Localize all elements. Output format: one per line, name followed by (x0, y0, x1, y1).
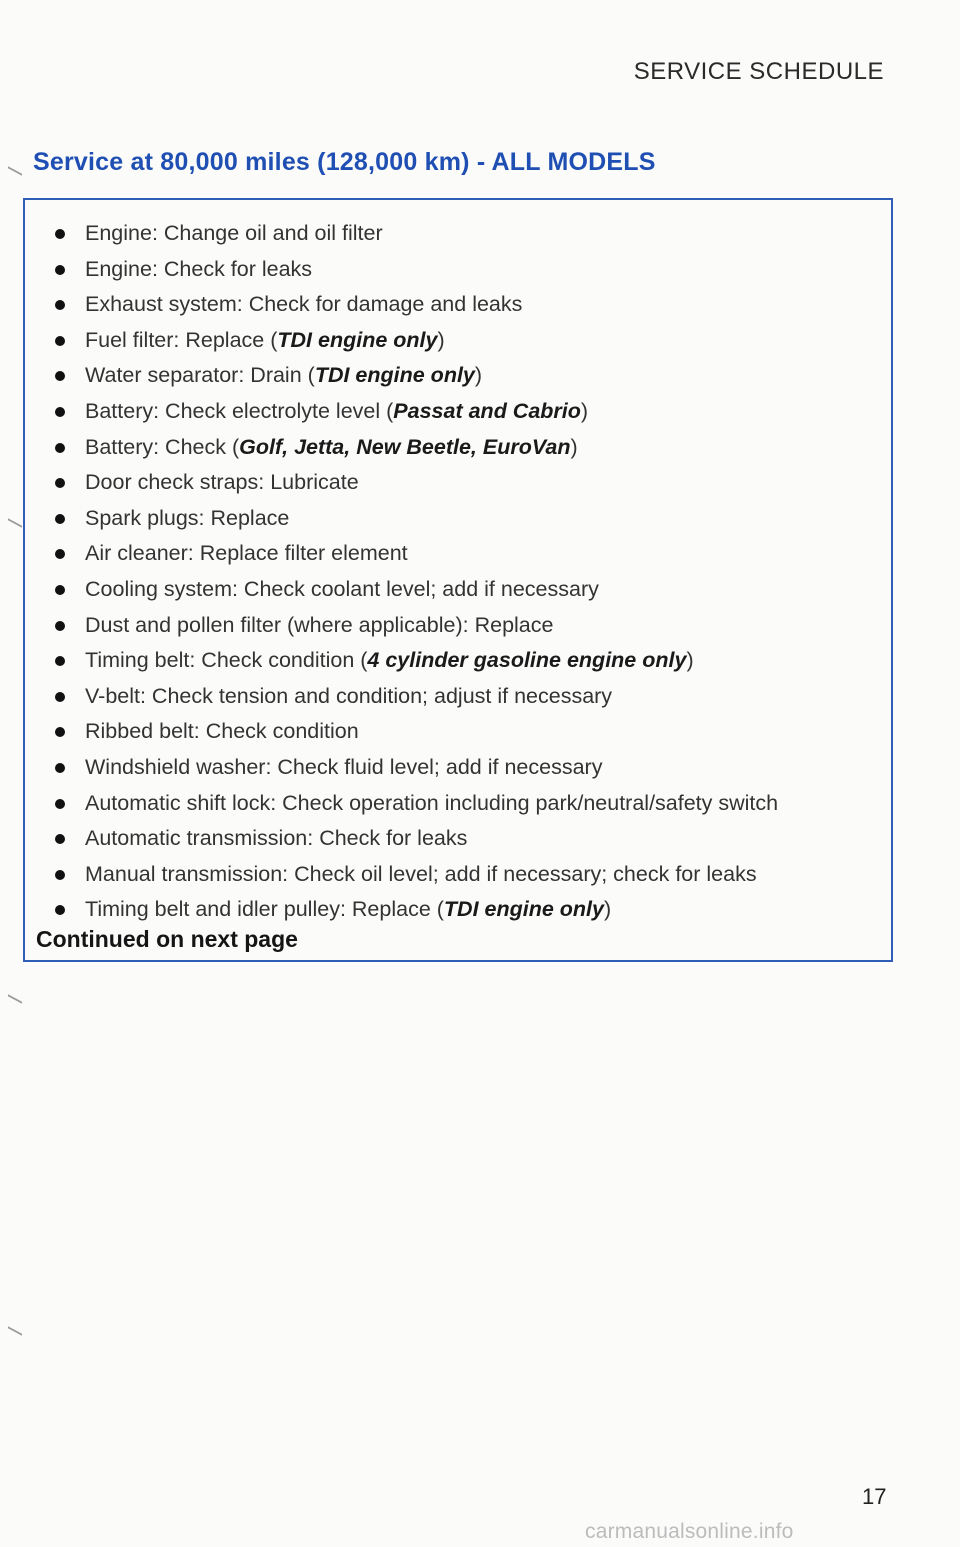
bullet-icon (55, 656, 65, 666)
service-item-text: Timing belt: Check condition ( (85, 648, 368, 673)
closing-paren: ) (580, 398, 589, 423)
bullet-icon (55, 265, 65, 275)
service-item-text: Timing belt and idler pulley: Replace ( (85, 897, 444, 922)
service-item (45, 287, 778, 323)
service-item (45, 821, 778, 857)
service-item-text: Ribbed belt: Check condition (85, 719, 359, 744)
service-item (45, 643, 778, 679)
section-title: Service at 80,000 miles (128,000 km) - ALL MODELS (33, 148, 656, 176)
service-item-applicability: TDI engine only (277, 327, 438, 352)
bullet-icon (55, 799, 65, 809)
service-item (45, 786, 778, 822)
watermark: carmanualsonline.info (585, 1520, 794, 1543)
closing-paren: ) (686, 648, 694, 673)
service-item-text: Door check straps: Lubricate (85, 470, 359, 495)
service-item (45, 750, 778, 786)
scan-mark (8, 518, 22, 537)
continued-note: Continued on next page (36, 926, 298, 952)
service-item (45, 252, 778, 288)
closing-paren: ) (604, 897, 612, 922)
bullet-icon (55, 727, 65, 737)
service-item (45, 216, 778, 252)
bullet-icon (55, 905, 65, 915)
service-item (45, 892, 778, 928)
service-item (45, 465, 778, 501)
service-item-text: Automatic shift lock: Check operation including park/neutral/safety switch (85, 790, 779, 815)
bullet-icon (55, 621, 65, 631)
service-item-text: Engine: Check for leaks (85, 256, 313, 281)
service-item-text: Windshield washer: Check fluid level; add if necessary (85, 754, 603, 779)
service-item-text: Cooling system: Check coolant level; add if necessary (85, 576, 599, 601)
scan-mark (8, 1326, 22, 1345)
service-item (45, 572, 778, 608)
service-item-text: Spark plugs: Replace (85, 505, 290, 530)
bullet-icon (55, 763, 65, 773)
closing-paren: ) (437, 327, 445, 352)
bullet-icon (55, 300, 65, 310)
bullet-icon (55, 407, 65, 417)
page-number: 17 (862, 1484, 887, 1509)
scan-mark (8, 166, 22, 185)
bullet-icon (55, 870, 65, 880)
service-item-applicability: Passat and Cabrio (393, 398, 581, 423)
service-item-text: Battery: Check electrolyte level ( (85, 398, 394, 423)
closing-paren: ) (570, 434, 578, 459)
service-item (45, 501, 778, 537)
bullet-icon (55, 371, 65, 381)
service-item-applicability: TDI engine only (443, 897, 604, 922)
service-item (45, 394, 778, 430)
service-item-text: Manual transmission: Check oil level; add if necessary; check for leaks (85, 861, 757, 886)
service-items-box (23, 198, 893, 962)
service-item-text: V-belt: Check tension and condition; adjust if necessary (85, 683, 613, 708)
service-items-list (45, 216, 778, 928)
service-item-applicability: Golf, Jetta, New Beetle, EuroVan (239, 434, 571, 459)
service-item-applicability: TDI engine only (314, 363, 475, 388)
service-item (45, 323, 778, 359)
closing-paren: ) (474, 363, 483, 388)
service-item (45, 857, 778, 893)
bullet-icon (55, 692, 65, 702)
service-item-text: Fuel filter: Replace ( (85, 327, 278, 352)
service-item-applicability: 4 cylinder gasoline engine only (367, 648, 687, 673)
bullet-icon (55, 549, 65, 559)
bullet-icon (55, 585, 65, 595)
service-item-text: Dust and pollen filter (where applicable): Replace (85, 612, 554, 637)
service-item (45, 679, 778, 715)
service-item (45, 714, 778, 750)
service-item-text: Exhaust system: Check for damage and leaks (85, 292, 523, 317)
bullet-icon (55, 514, 65, 524)
service-item-text: Battery: Check ( (85, 434, 240, 459)
service-item-text: Water separator: Drain ( (85, 363, 315, 388)
service-item-text: Automatic transmission: Check for leaks (85, 826, 468, 851)
service-item-text: Engine: Change oil and oil filter (85, 221, 383, 245)
scan-mark (8, 994, 22, 1013)
service-item (45, 358, 778, 394)
bullet-icon (55, 478, 65, 488)
service-item (45, 608, 778, 644)
bullet-icon (55, 336, 65, 346)
running-header: SERVICE SCHEDULE (633, 58, 884, 85)
service-item-text: Air cleaner: Replace filter element (85, 541, 408, 566)
service-item (45, 536, 778, 572)
bullet-icon (55, 229, 65, 239)
bullet-icon (55, 443, 65, 453)
service-item (45, 430, 778, 466)
bullet-icon (55, 834, 65, 844)
